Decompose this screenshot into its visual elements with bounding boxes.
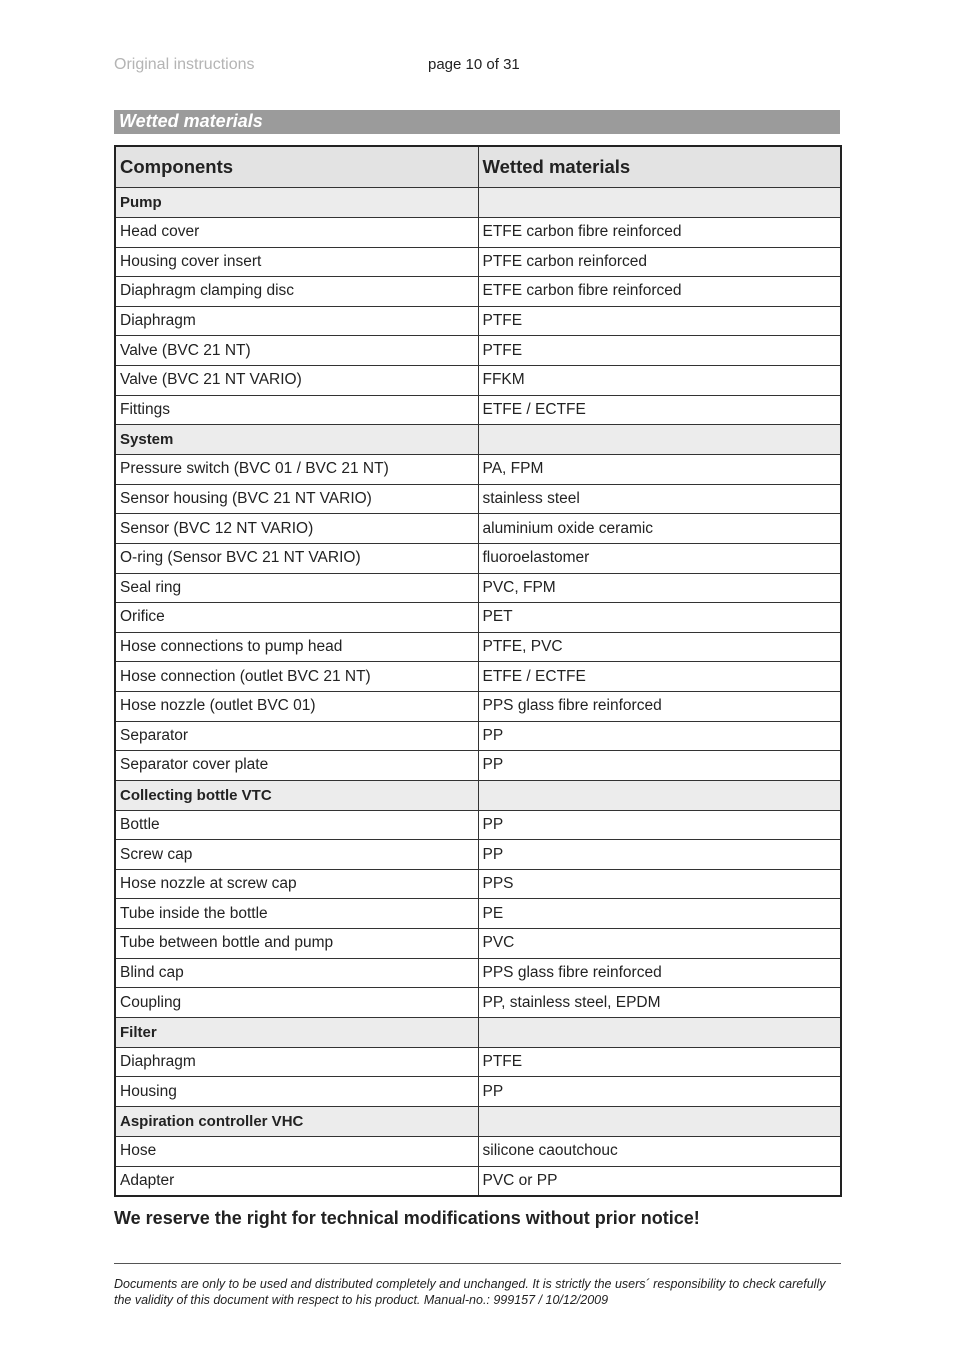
material-cell: PP bbox=[478, 751, 841, 781]
table-row bbox=[115, 218, 841, 248]
component-cell: Coupling bbox=[115, 988, 478, 1018]
material-cell: ETFE / ECTFE bbox=[478, 395, 841, 425]
table-row bbox=[115, 514, 841, 544]
material-cell: PE bbox=[478, 899, 841, 929]
material-cell: PPS bbox=[478, 869, 841, 899]
column-header-components: Components bbox=[115, 146, 478, 188]
component-cell: Valve (BVC 21 NT VARIO) bbox=[115, 365, 478, 395]
table-row bbox=[115, 988, 841, 1018]
component-cell: Housing bbox=[115, 1077, 478, 1107]
table-row bbox=[115, 869, 841, 899]
group-row bbox=[115, 780, 841, 810]
group-row bbox=[115, 1107, 841, 1137]
table-row bbox=[115, 306, 841, 336]
group-empty-cell bbox=[478, 425, 841, 455]
group-title: System bbox=[115, 425, 478, 455]
table-row bbox=[115, 810, 841, 840]
material-cell: PET bbox=[478, 603, 841, 633]
table-row bbox=[115, 840, 841, 870]
component-cell: Hose connection (outlet BVC 21 NT) bbox=[115, 662, 478, 692]
material-cell: PTFE, PVC bbox=[478, 632, 841, 662]
table-row bbox=[115, 395, 841, 425]
component-cell: Diaphragm bbox=[115, 306, 478, 336]
table-row bbox=[115, 365, 841, 395]
component-cell: Housing cover insert bbox=[115, 247, 478, 277]
component-cell: Fittings bbox=[115, 395, 478, 425]
component-cell: Separator cover plate bbox=[115, 751, 478, 781]
component-cell: Hose bbox=[115, 1137, 478, 1167]
material-cell: PP bbox=[478, 840, 841, 870]
group-empty-cell bbox=[478, 1107, 841, 1137]
table-row bbox=[115, 1137, 841, 1167]
component-cell: Hose nozzle at screw cap bbox=[115, 869, 478, 899]
group-row bbox=[115, 425, 841, 455]
material-cell: silicone caoutchouc bbox=[478, 1137, 841, 1167]
table-row bbox=[115, 543, 841, 573]
material-cell: PPS glass fibre reinforced bbox=[478, 691, 841, 721]
component-cell: Hose nozzle (outlet BVC 01) bbox=[115, 691, 478, 721]
group-title: Aspiration controller VHC bbox=[115, 1107, 478, 1137]
table-header-row bbox=[115, 146, 841, 188]
table-row bbox=[115, 336, 841, 366]
table-row bbox=[115, 1047, 841, 1077]
column-header-materials: Wetted materials bbox=[478, 146, 841, 188]
footer-line-1: Documents are only to be used and distributed completely and unchanged. It is strictly the users´ responsibility to check carefully bbox=[114, 1277, 826, 1291]
table-row bbox=[115, 1077, 841, 1107]
group-title: Pump bbox=[115, 188, 478, 218]
group-row bbox=[115, 1017, 841, 1047]
footer-disclaimer bbox=[114, 1276, 854, 1308]
table-row bbox=[115, 958, 841, 988]
material-cell: PP bbox=[478, 721, 841, 751]
table-row bbox=[115, 899, 841, 929]
table-row bbox=[115, 721, 841, 751]
material-cell: PP, stainless steel, EPDM bbox=[478, 988, 841, 1018]
material-cell: PVC bbox=[478, 929, 841, 959]
component-cell: Valve (BVC 21 NT) bbox=[115, 336, 478, 366]
group-title: Collecting bottle VTC bbox=[115, 780, 478, 810]
component-cell: Seal ring bbox=[115, 573, 478, 603]
footer-line-2: the validity of this document with respect to his product. Manual-no.: 999157 / 10/12/2009 bbox=[114, 1293, 609, 1307]
material-cell: ETFE carbon fibre reinforced bbox=[478, 277, 841, 307]
table-row bbox=[115, 691, 841, 721]
component-cell: Orifice bbox=[115, 603, 478, 633]
wetted-materials-table bbox=[114, 145, 842, 1197]
group-empty-cell bbox=[478, 188, 841, 218]
material-cell: PPS glass fibre reinforced bbox=[478, 958, 841, 988]
material-cell: fluoroelastomer bbox=[478, 543, 841, 573]
component-cell: Blind cap bbox=[115, 958, 478, 988]
section-title-bar: Wetted materials bbox=[114, 110, 840, 134]
group-empty-cell bbox=[478, 1017, 841, 1047]
component-cell: Tube between bottle and pump bbox=[115, 929, 478, 959]
material-cell: PTFE bbox=[478, 336, 841, 366]
table-row bbox=[115, 603, 841, 633]
group-row bbox=[115, 188, 841, 218]
page-number: page 10 of 31 bbox=[428, 56, 520, 73]
table-row bbox=[115, 455, 841, 485]
material-cell: PVC, FPM bbox=[478, 573, 841, 603]
component-cell: Bottle bbox=[115, 810, 478, 840]
material-cell: PP bbox=[478, 1077, 841, 1107]
component-cell: Pressure switch (BVC 01 / BVC 21 NT) bbox=[115, 455, 478, 485]
header-document-type: Original instructions bbox=[114, 56, 255, 73]
modification-notice: We reserve the right for technical modifications without prior notice! bbox=[114, 1208, 700, 1228]
component-cell: Sensor housing (BVC 21 NT VARIO) bbox=[115, 484, 478, 514]
footer-divider bbox=[114, 1263, 841, 1264]
table-row bbox=[115, 751, 841, 781]
material-cell: PTFE carbon reinforced bbox=[478, 247, 841, 277]
table-row bbox=[115, 277, 841, 307]
group-empty-cell bbox=[478, 780, 841, 810]
table-body bbox=[115, 146, 841, 1196]
table-row bbox=[115, 573, 841, 603]
table-row bbox=[115, 484, 841, 514]
material-cell: PTFE bbox=[478, 1047, 841, 1077]
material-cell: FFKM bbox=[478, 365, 841, 395]
table-row bbox=[115, 247, 841, 277]
material-cell: PA, FPM bbox=[478, 455, 841, 485]
material-cell: PTFE bbox=[478, 306, 841, 336]
table-row bbox=[115, 1166, 841, 1196]
material-cell: stainless steel bbox=[478, 484, 841, 514]
group-title: Filter bbox=[115, 1017, 478, 1047]
table-row bbox=[115, 632, 841, 662]
component-cell: Adapter bbox=[115, 1166, 478, 1196]
material-cell: ETFE / ECTFE bbox=[478, 662, 841, 692]
table-row bbox=[115, 929, 841, 959]
component-cell: Screw cap bbox=[115, 840, 478, 870]
component-cell: Head cover bbox=[115, 218, 478, 248]
material-cell: PP bbox=[478, 810, 841, 840]
table-row bbox=[115, 662, 841, 692]
component-cell: Separator bbox=[115, 721, 478, 751]
component-cell: Diaphragm clamping disc bbox=[115, 277, 478, 307]
material-cell: aluminium oxide ceramic bbox=[478, 514, 841, 544]
material-cell: ETFE carbon fibre reinforced bbox=[478, 218, 841, 248]
component-cell: O-ring (Sensor BVC 21 NT VARIO) bbox=[115, 543, 478, 573]
component-cell: Diaphragm bbox=[115, 1047, 478, 1077]
component-cell: Sensor (BVC 12 NT VARIO) bbox=[115, 514, 478, 544]
component-cell: Hose connections to pump head bbox=[115, 632, 478, 662]
component-cell: Tube inside the bottle bbox=[115, 899, 478, 929]
material-cell: PVC or PP bbox=[478, 1166, 841, 1196]
